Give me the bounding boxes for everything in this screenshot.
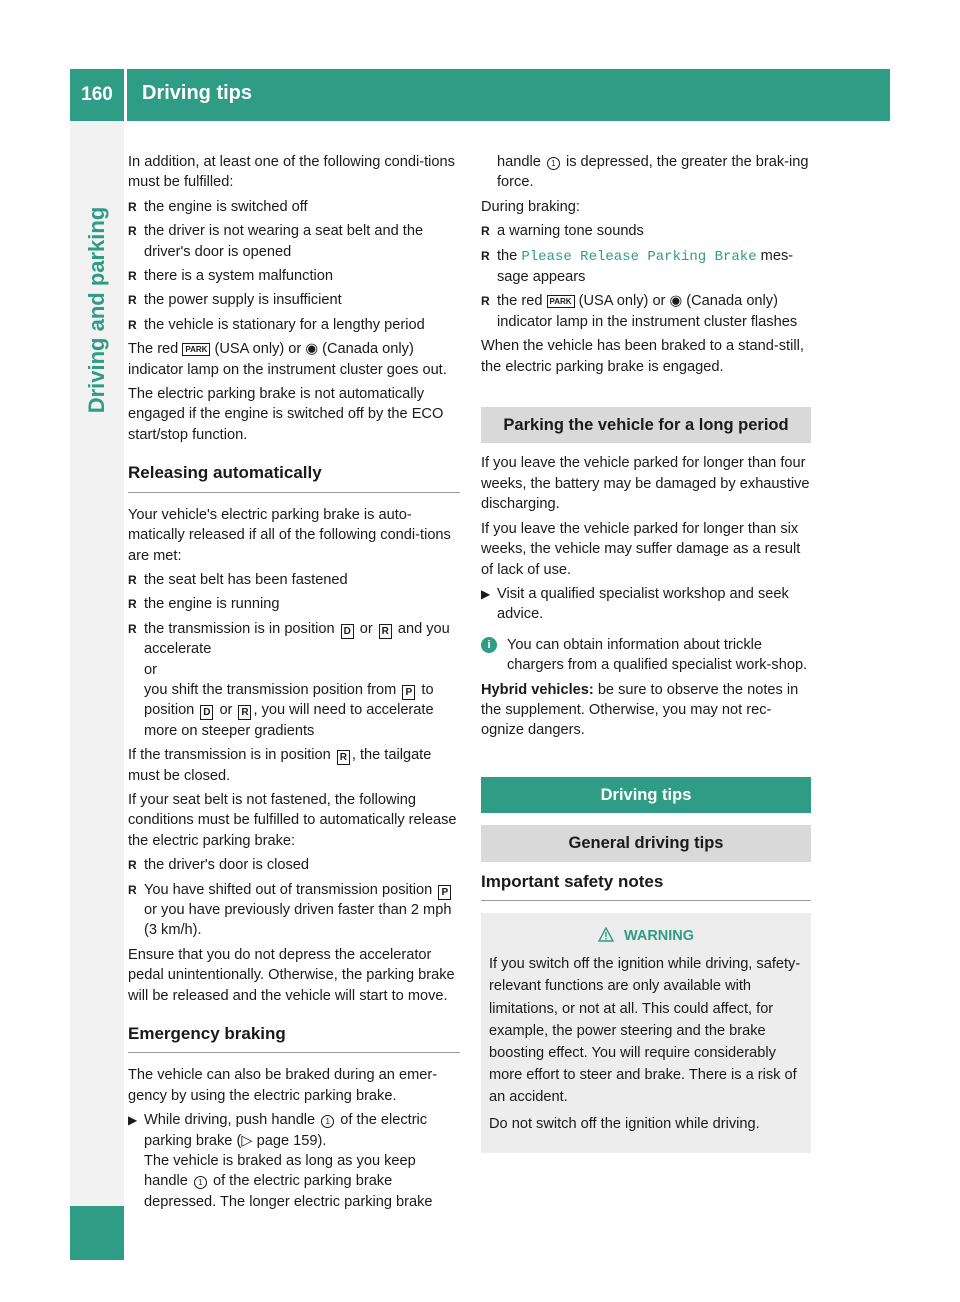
text: If the transmission is in position [128,747,331,764]
heading-emergency-braking: Emergency braking [128,1024,460,1053]
text: you shift the transmission position from [144,681,397,698]
text: mes-sage appears [497,247,794,286]
text: the transmission is in position [144,620,335,637]
list-item [481,246,811,288]
text: to position [144,681,434,719]
step-item [481,584,811,625]
header-divider [124,69,127,121]
warning-title: WARNING [623,927,695,944]
text: of the electric parking brake depressed. The longer electric parking brake [144,1173,433,1210]
gear-r-icon: R [238,705,251,720]
text: be sure to observe the notes in the supplement. Otherwise, you may not rec-ognize dangers. [481,681,799,739]
gear-r-icon: R [379,624,392,639]
left-column [128,152,460,1216]
four-weeks-note: If you leave the vehicle parked for longer than four weeks, the battery may be damaged by exhaustive discharging. [481,455,810,513]
handle-number-icon: 1 [321,1115,334,1128]
text: , the tailgate must be closed. [128,747,432,784]
handle-number-icon: 1 [547,157,560,170]
warning-header [489,925,803,947]
list-item: R the seat belt has been fastened [128,570,460,590]
step-item [128,1110,460,1212]
or-line: or [144,661,157,678]
page-ref-arrow-icon: ▷ [241,1132,253,1149]
text: ). [317,1132,327,1149]
list-item: R the engine is switched off [128,197,460,217]
park-lamp-icon: PARK [182,343,210,356]
list-item: R the vehicle is stationary for a lengthy period [128,315,460,335]
list-item [128,880,460,941]
gear-d-icon: D [341,624,354,639]
warning-box [481,913,811,1153]
step-arrow-icon: ▶ [481,586,491,601]
text: (USA only) or [214,341,302,358]
display-message: Please Release Parking Brake [521,248,757,265]
text: (USA only) or [578,293,666,310]
handle-continuation [481,152,811,193]
heading-driving-tips: Driving tips [481,777,811,813]
list-item: R the driver is not wearing a seat belt and the driver's door is opened [128,221,460,262]
text: is depressed, the greater the brak-ing force. [497,154,809,191]
side-marker [70,1206,124,1260]
text: or you have previously driven faster than 2 mph (3 km/h). [144,902,452,939]
text: and you accelerate [144,620,450,658]
hybrid-label: Hybrid vehicles: [481,681,594,698]
info-icon: i [481,637,497,653]
gear-d-icon: D [200,705,213,720]
text: You have shifted out of transmission position [144,881,433,898]
engaged-note: When the vehicle has been braked to a stand-still, the electric parking brake is engaged. [481,338,804,375]
list-item [481,291,811,332]
text: or [359,620,373,637]
heading-general-driving-tips: General driving tips [481,825,811,861]
during-braking: During braking: [481,198,580,215]
emergency-intro: The vehicle can also be braked during an emer-gency by using the electric parking brake. [128,1067,438,1104]
text: the red [497,293,543,310]
seatbelt-note: If your seat belt is not fastened, the following conditions must be fulfilled to automatically release the electric parking brake: [128,791,457,849]
text: The vehicle is braked as long as you keep handle [144,1153,416,1190]
text: Visit a qualified specialist workshop and seek advice. [497,585,789,623]
text: handle [497,154,541,170]
page-number: 160 [81,84,113,105]
list-item: R the power supply is insufficient [128,290,460,310]
gear-r-icon: R [337,750,350,765]
text: the [497,247,518,264]
hybrid-note [481,680,811,741]
gear-p-icon: P [402,685,415,700]
eco-note: The electric parking brake is not automatically engaged if the engine is switched off by the ECO start/stop function. [128,386,444,443]
list-item: R a warning tone sounds [481,221,811,241]
heading-safety-notes: Important safety notes [481,872,811,901]
canada-lamp-icon: ◉ [305,341,319,358]
warning-text: If you switch off the ignition while driving, safety-relevant functions are only available with limitations, or not at all. This could affect, for example, the power steering and the brake boosting effect. You will require considerably more effort to steer and brake. There is a risk of an accident. [489,956,801,1106]
list-item [128,619,460,741]
ensure-note: Ensure that you do not depress the accelerator pedal unintentionally. Otherwise, the parking brake will be released and the vehicle will start to move. [128,946,455,1004]
heading-releasing: Releasing automatically [128,463,460,492]
section-label: Driving and parking [84,206,109,414]
six-weeks-note: If you leave the vehicle parked for longer than six weeks, the vehicle may suffer damage as a result of lack of use. [481,520,801,578]
text: (Canada only) indicator lamp on the instrument cluster goes out. [128,341,447,378]
info-note [481,635,811,676]
page-reference-link[interactable]: page 159 [256,1132,318,1149]
right-column [481,152,811,1153]
text: You can obtain information about trickle chargers from a qualified specialist work-shop. [507,636,808,674]
text: or [219,702,233,719]
list-item: R the driver's door is closed [128,855,460,875]
heading-parking-long-period: Parking the vehicle for a long period [481,407,811,443]
handle-number-icon: 1 [194,1176,207,1189]
red-lamp-paragraph [128,339,460,380]
warning-text: Do not switch off the ignition while driving. [489,1115,760,1132]
park-lamp-icon: PARK [547,295,575,308]
text: The red [128,341,179,358]
warning-triangle-icon [598,927,614,942]
tailgate-note [128,745,460,786]
text: of the electric parking brake ( [144,1112,428,1149]
list-item: R the engine is running [128,594,460,614]
releasing-intro: Your vehicle's electric parking brake is auto-matically released if all of the following condi-tions are met: [128,506,451,564]
list-item: R there is a system malfunction [128,266,460,286]
gear-p-icon: P [438,885,451,900]
header-title: Driving tips [142,82,253,104]
text: While driving, push handle [144,1112,316,1129]
canada-lamp-icon: ◉ [669,293,683,310]
text: (Canada only) indicator lamp in the instrument cluster flashes [497,293,798,330]
intro-paragraph: In addition, at least one of the following condi-tions must be fulfilled: [128,154,455,191]
text: , you will need to accelerate more on steeper gradients [144,702,434,739]
step-arrow-icon: ▶ [128,1113,138,1128]
